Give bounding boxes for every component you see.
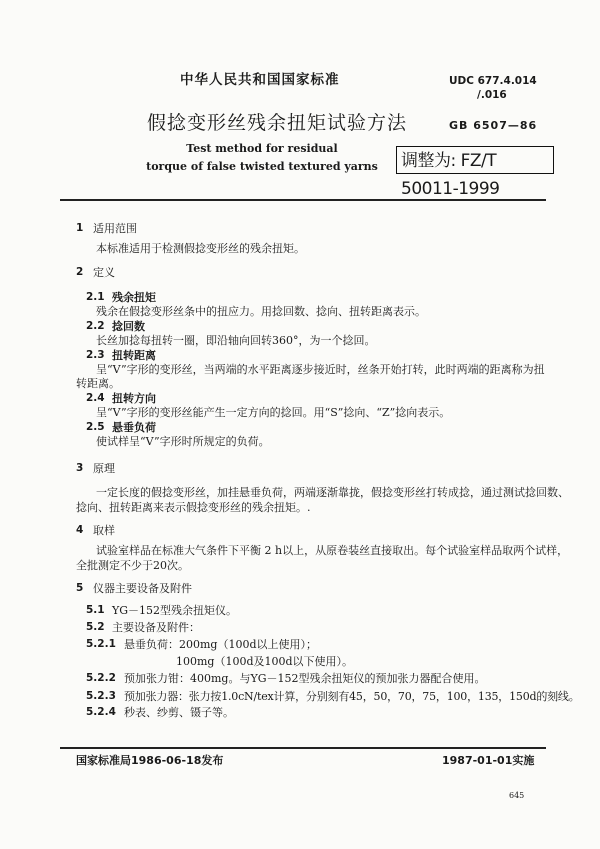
section-title: 适用范围: [93, 222, 137, 235]
paragraph: 一定长度的假捻变形丝，加挂悬垂负荷，两端逐渐靠拢，假捻变形丝打转成捻，通过测试捻回数、: [96, 486, 569, 499]
document-title-en-line2: torque of false twisted textured yarns: [146, 160, 378, 173]
section-number: 5.2.4: [86, 706, 116, 718]
paragraph: 主要设备及附件：: [112, 621, 200, 634]
paragraph: YG－152型残余扭矩仪。: [112, 604, 238, 617]
section-number: 5.1: [86, 604, 105, 616]
footer-divider: [60, 747, 546, 749]
document-title-en-line1: Test method for residual: [186, 142, 338, 155]
page-number: 645: [509, 791, 525, 800]
section-title: 扭转距离: [112, 349, 156, 362]
section-number: 2.2: [86, 320, 105, 332]
section-number: 4: [76, 524, 84, 536]
section-number: 2.1: [86, 291, 105, 303]
paragraph: 捻向、扭转距离来表示假捻变形丝的残余扭矩。.: [76, 501, 311, 514]
effective-date: 1987-01-01实施: [442, 754, 535, 767]
section-title: 定义: [93, 266, 115, 279]
gb-code: GB 6507—86: [449, 119, 538, 132]
section-number: 5.2.2: [86, 672, 116, 684]
paragraph: 秒表、纱剪、镊子等。: [124, 706, 234, 719]
section-title: 原理: [93, 462, 115, 475]
section-number: 5.2.3: [86, 690, 116, 702]
section-title: 捻回数: [112, 320, 145, 333]
section-number: 5.2.1: [86, 638, 116, 650]
section-number: 5: [76, 582, 84, 594]
section-title: 取样: [93, 524, 115, 537]
section-number: 2.3: [86, 349, 105, 361]
udc-code: UDC 677.4.014: [449, 75, 537, 87]
document-title-cn: 假捻变形丝残余扭矩试验方法: [147, 112, 408, 134]
paragraph: 残余在假捻变形丝条中的扭应力。用捻回数、捻向、扭转距离表示。: [96, 305, 426, 318]
header-divider: [60, 199, 546, 201]
paragraph: 本标准适用于检测假捻变形丝的残余扭矩。: [96, 242, 305, 255]
section-number: 2: [76, 266, 84, 278]
paragraph: 悬垂负荷：200mg（100d以上使用）；: [124, 638, 318, 651]
paragraph: 100mg（100d及100d以下使用）。: [176, 655, 354, 668]
section-title: 扭转方向: [112, 392, 156, 405]
paragraph: 长丝加捻每扭转一圈，即沿轴向回转360°，为一个捻回。: [96, 334, 376, 347]
national-standard-label: 中华人民共和国国家标准: [180, 72, 340, 88]
paragraph: 转距离。: [76, 377, 120, 390]
section-number: 2.4: [86, 392, 105, 404]
paragraph: 试验室样品在标准大气条件下平衡 2 h以上，从原卷装丝直接取出。每个试验室样品取两个试样，: [96, 544, 569, 557]
issue-date: 国家标准局1986-06-18发布: [76, 754, 224, 767]
section-number: 2.5: [86, 421, 105, 433]
paragraph: 全批测定不少于20次。: [76, 559, 189, 572]
section-number: 1: [76, 222, 84, 234]
section-number: 3: [76, 462, 84, 474]
paragraph: 呈“V”字形的变形丝，当两端的水平距离逐步接近时，丝条开始打转，此时两端的距离称为扭: [96, 363, 545, 376]
paragraph: 预加张力器：张力按1.0cN/tex计算，分别刻有45，50，70，75，100，135，150d的刻线。: [124, 690, 580, 703]
paragraph: 呈“V”字形的变形丝能产生一定方向的捻回。用“S”捻向、“Z”捻向表示。: [96, 406, 451, 419]
section-title: 残余扭矩: [112, 291, 156, 304]
section-number: 5.2: [86, 621, 105, 633]
section-title: 悬垂负荷: [112, 421, 156, 434]
paragraph: 使试样呈“V”字形时所规定的负荷。: [96, 435, 270, 448]
section-title: 仪器主要设备及附件: [93, 582, 192, 595]
replacement-stamp: 调整为: FZ/T 50011-1999: [396, 146, 554, 174]
udc-code-suffix: /.016: [477, 89, 507, 101]
paragraph: 预加张力钳：400mg。与YG－152型残余扭矩仪的预加张力器配合使用。: [124, 672, 486, 685]
